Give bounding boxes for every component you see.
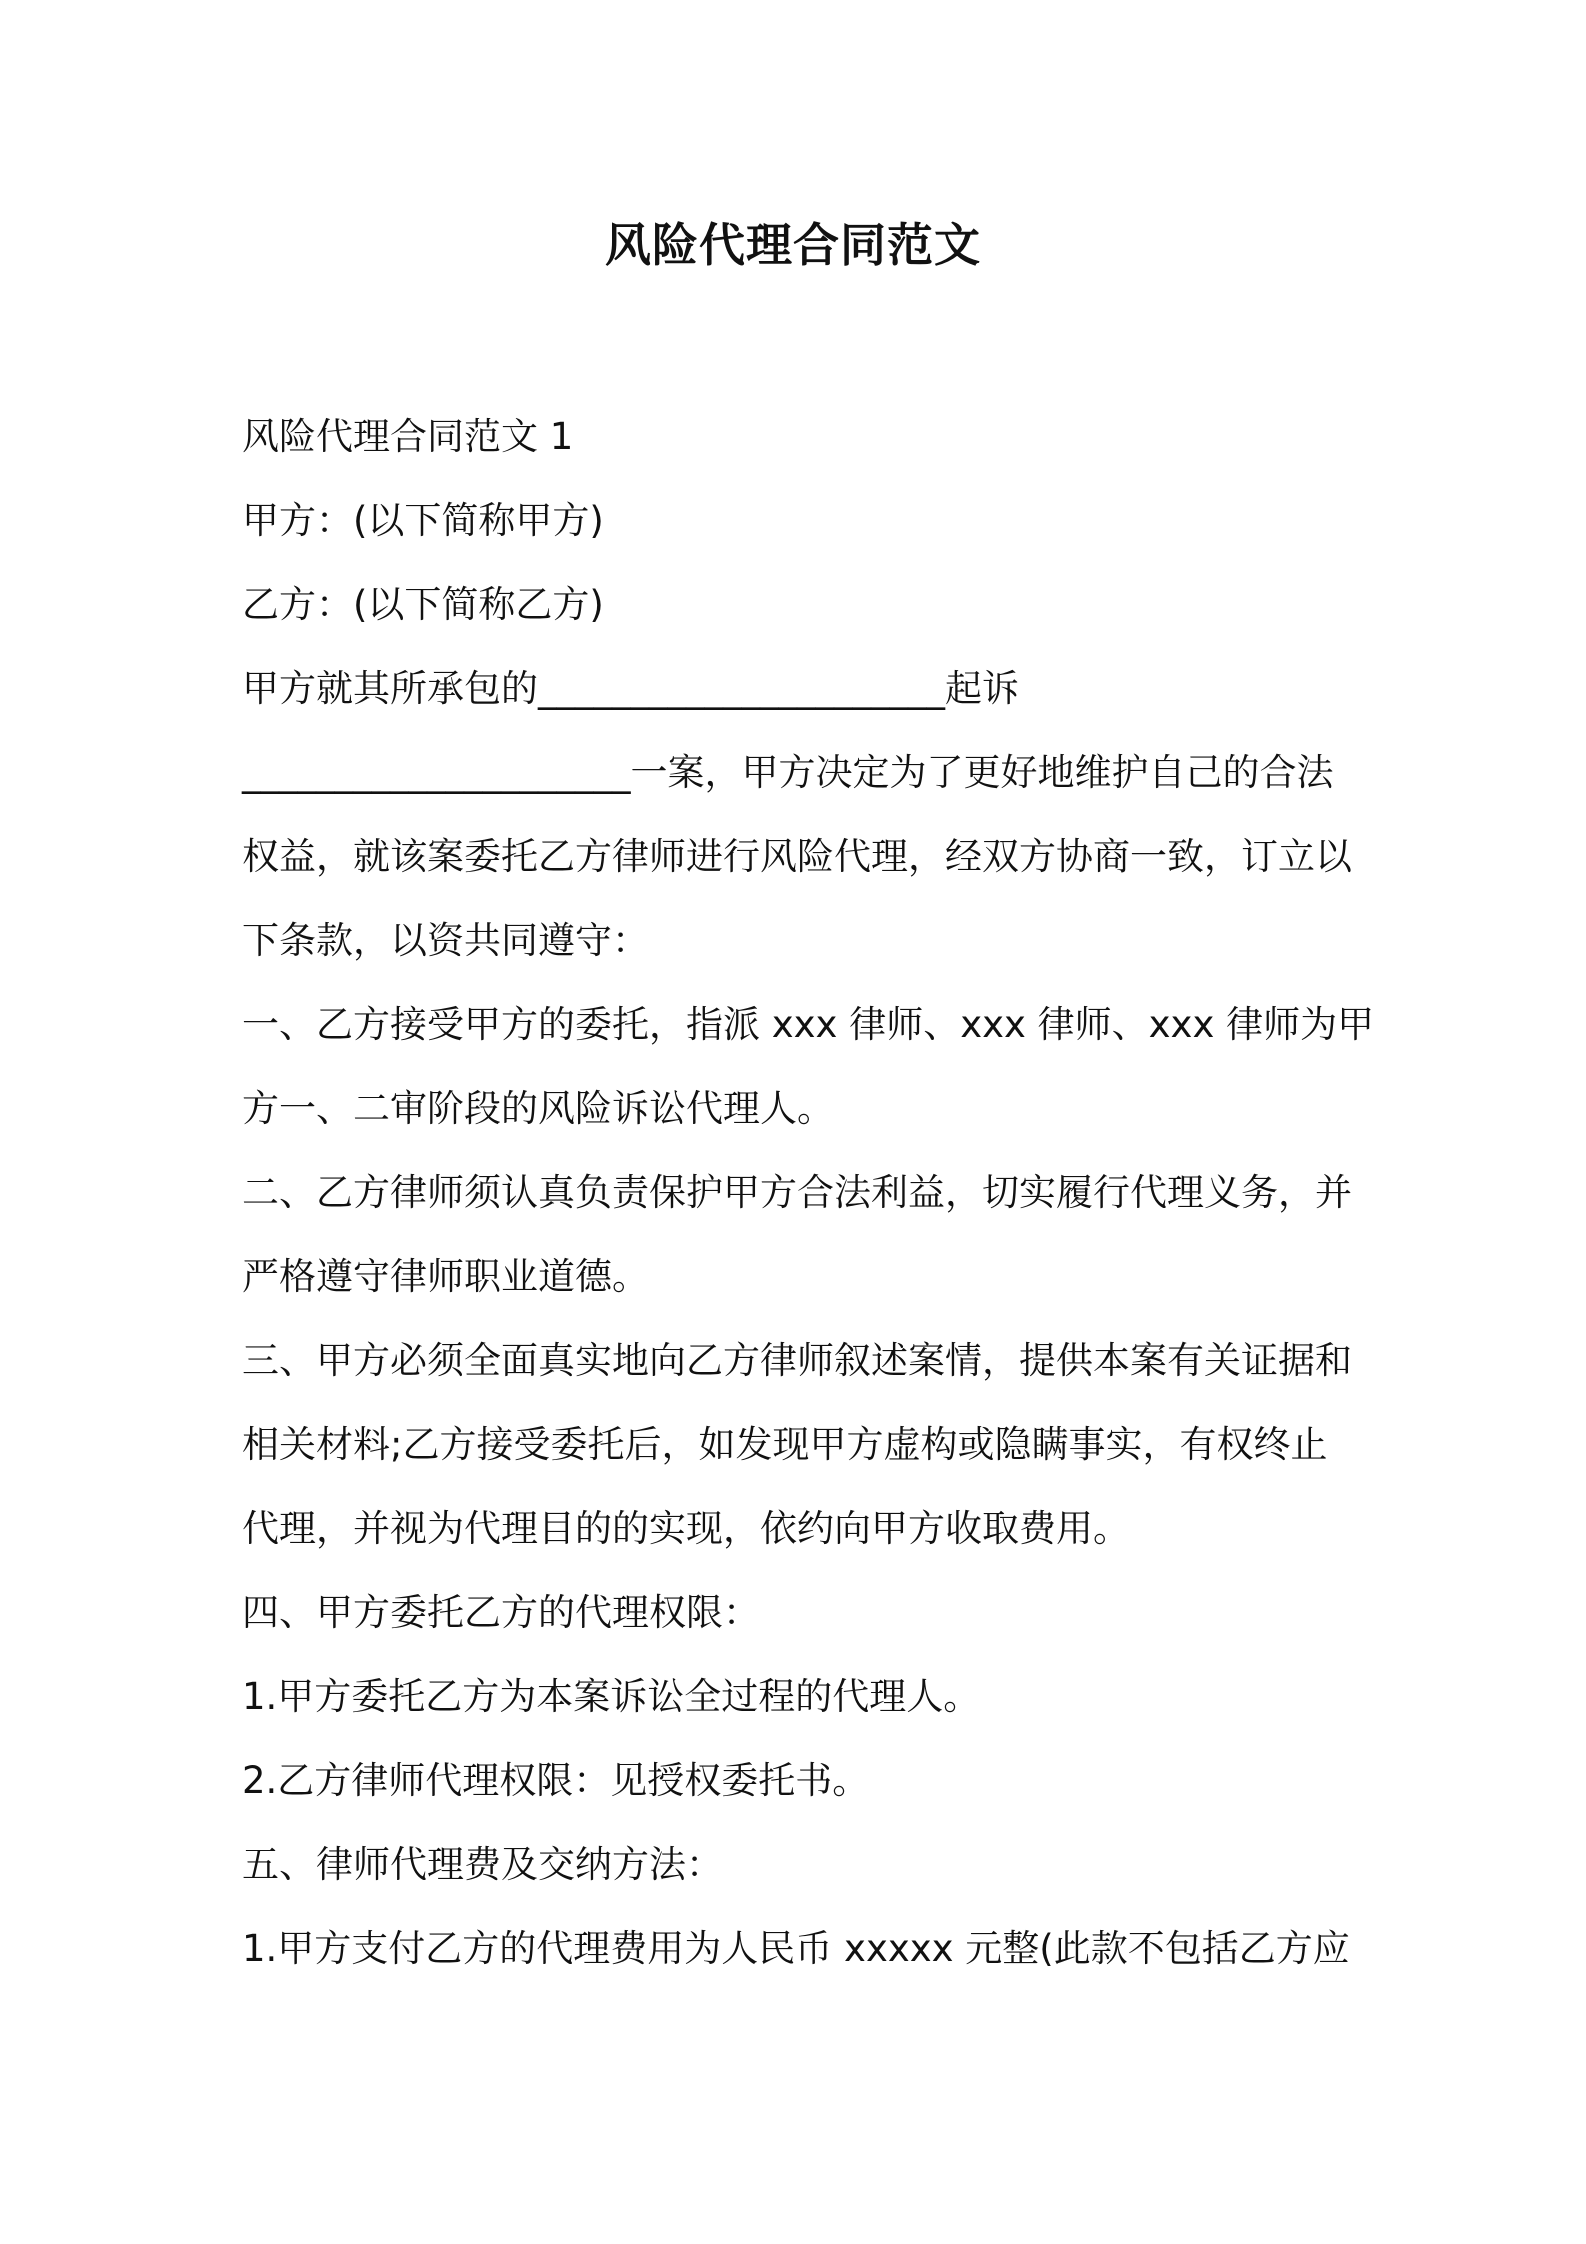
party-b-line: 乙方：(以下简称乙方): [242, 583, 604, 626]
preamble-line: 权益，就该案委托乙方律师进行风险代理，经双方协商一致，订立以: [242, 835, 1352, 878]
clause-4-item: 2.乙方律师代理权限：见授权委托书。: [242, 1759, 870, 1802]
clause-2-line: 严格遵守律师职业道德。: [242, 1255, 649, 1298]
section-heading: 风险代理合同范文 1: [242, 415, 574, 458]
clause-5-item: 1.甲方支付乙方的代理费用为人民币 xxxxx 元整(此款不包括乙方应: [242, 1927, 1350, 1970]
clause-1-line: 方一、二审阶段的风险诉讼代理人。: [242, 1087, 834, 1130]
clause-3-line: 相关材料;乙方接受委托后，如发现甲方虚构或隐瞒事实，有权终止: [242, 1423, 1328, 1466]
party-a-line: 甲方：(以下简称甲方): [242, 499, 604, 542]
clause-1-line: 一、乙方接受甲方的委托，指派 xxx 律师、xxx 律师、xxx 律师为甲: [242, 1003, 1375, 1046]
clause-4-heading: 四、甲方委托乙方的代理权限：: [242, 1591, 760, 1634]
preamble-line: 甲方就其所承包的______________________起诉: [242, 667, 1019, 710]
document-title: 风险代理合同范文: [605, 218, 981, 272]
document-body: [242, 395, 1442, 1991]
preamble-line: _____________________一案，甲方决定为了更好地维护自己的合法: [242, 751, 1334, 794]
clause-3-line: 三、甲方必须全面真实地向乙方律师叙述案情，提供本案有关证据和: [242, 1339, 1352, 1382]
clause-2-line: 二、乙方律师须认真负责保护甲方合法利益，切实履行代理义务，并: [242, 1171, 1352, 1214]
clause-4-item: 1.甲方委托乙方为本案诉讼全过程的代理人。: [242, 1675, 981, 1718]
clause-3-line: 代理，并视为代理目的的实现，依约向甲方收取费用。: [242, 1507, 1130, 1550]
clause-5-heading: 五、律师代理费及交纳方法：: [242, 1843, 723, 1886]
preamble-line: 下条款，以资共同遵守：: [242, 919, 649, 962]
